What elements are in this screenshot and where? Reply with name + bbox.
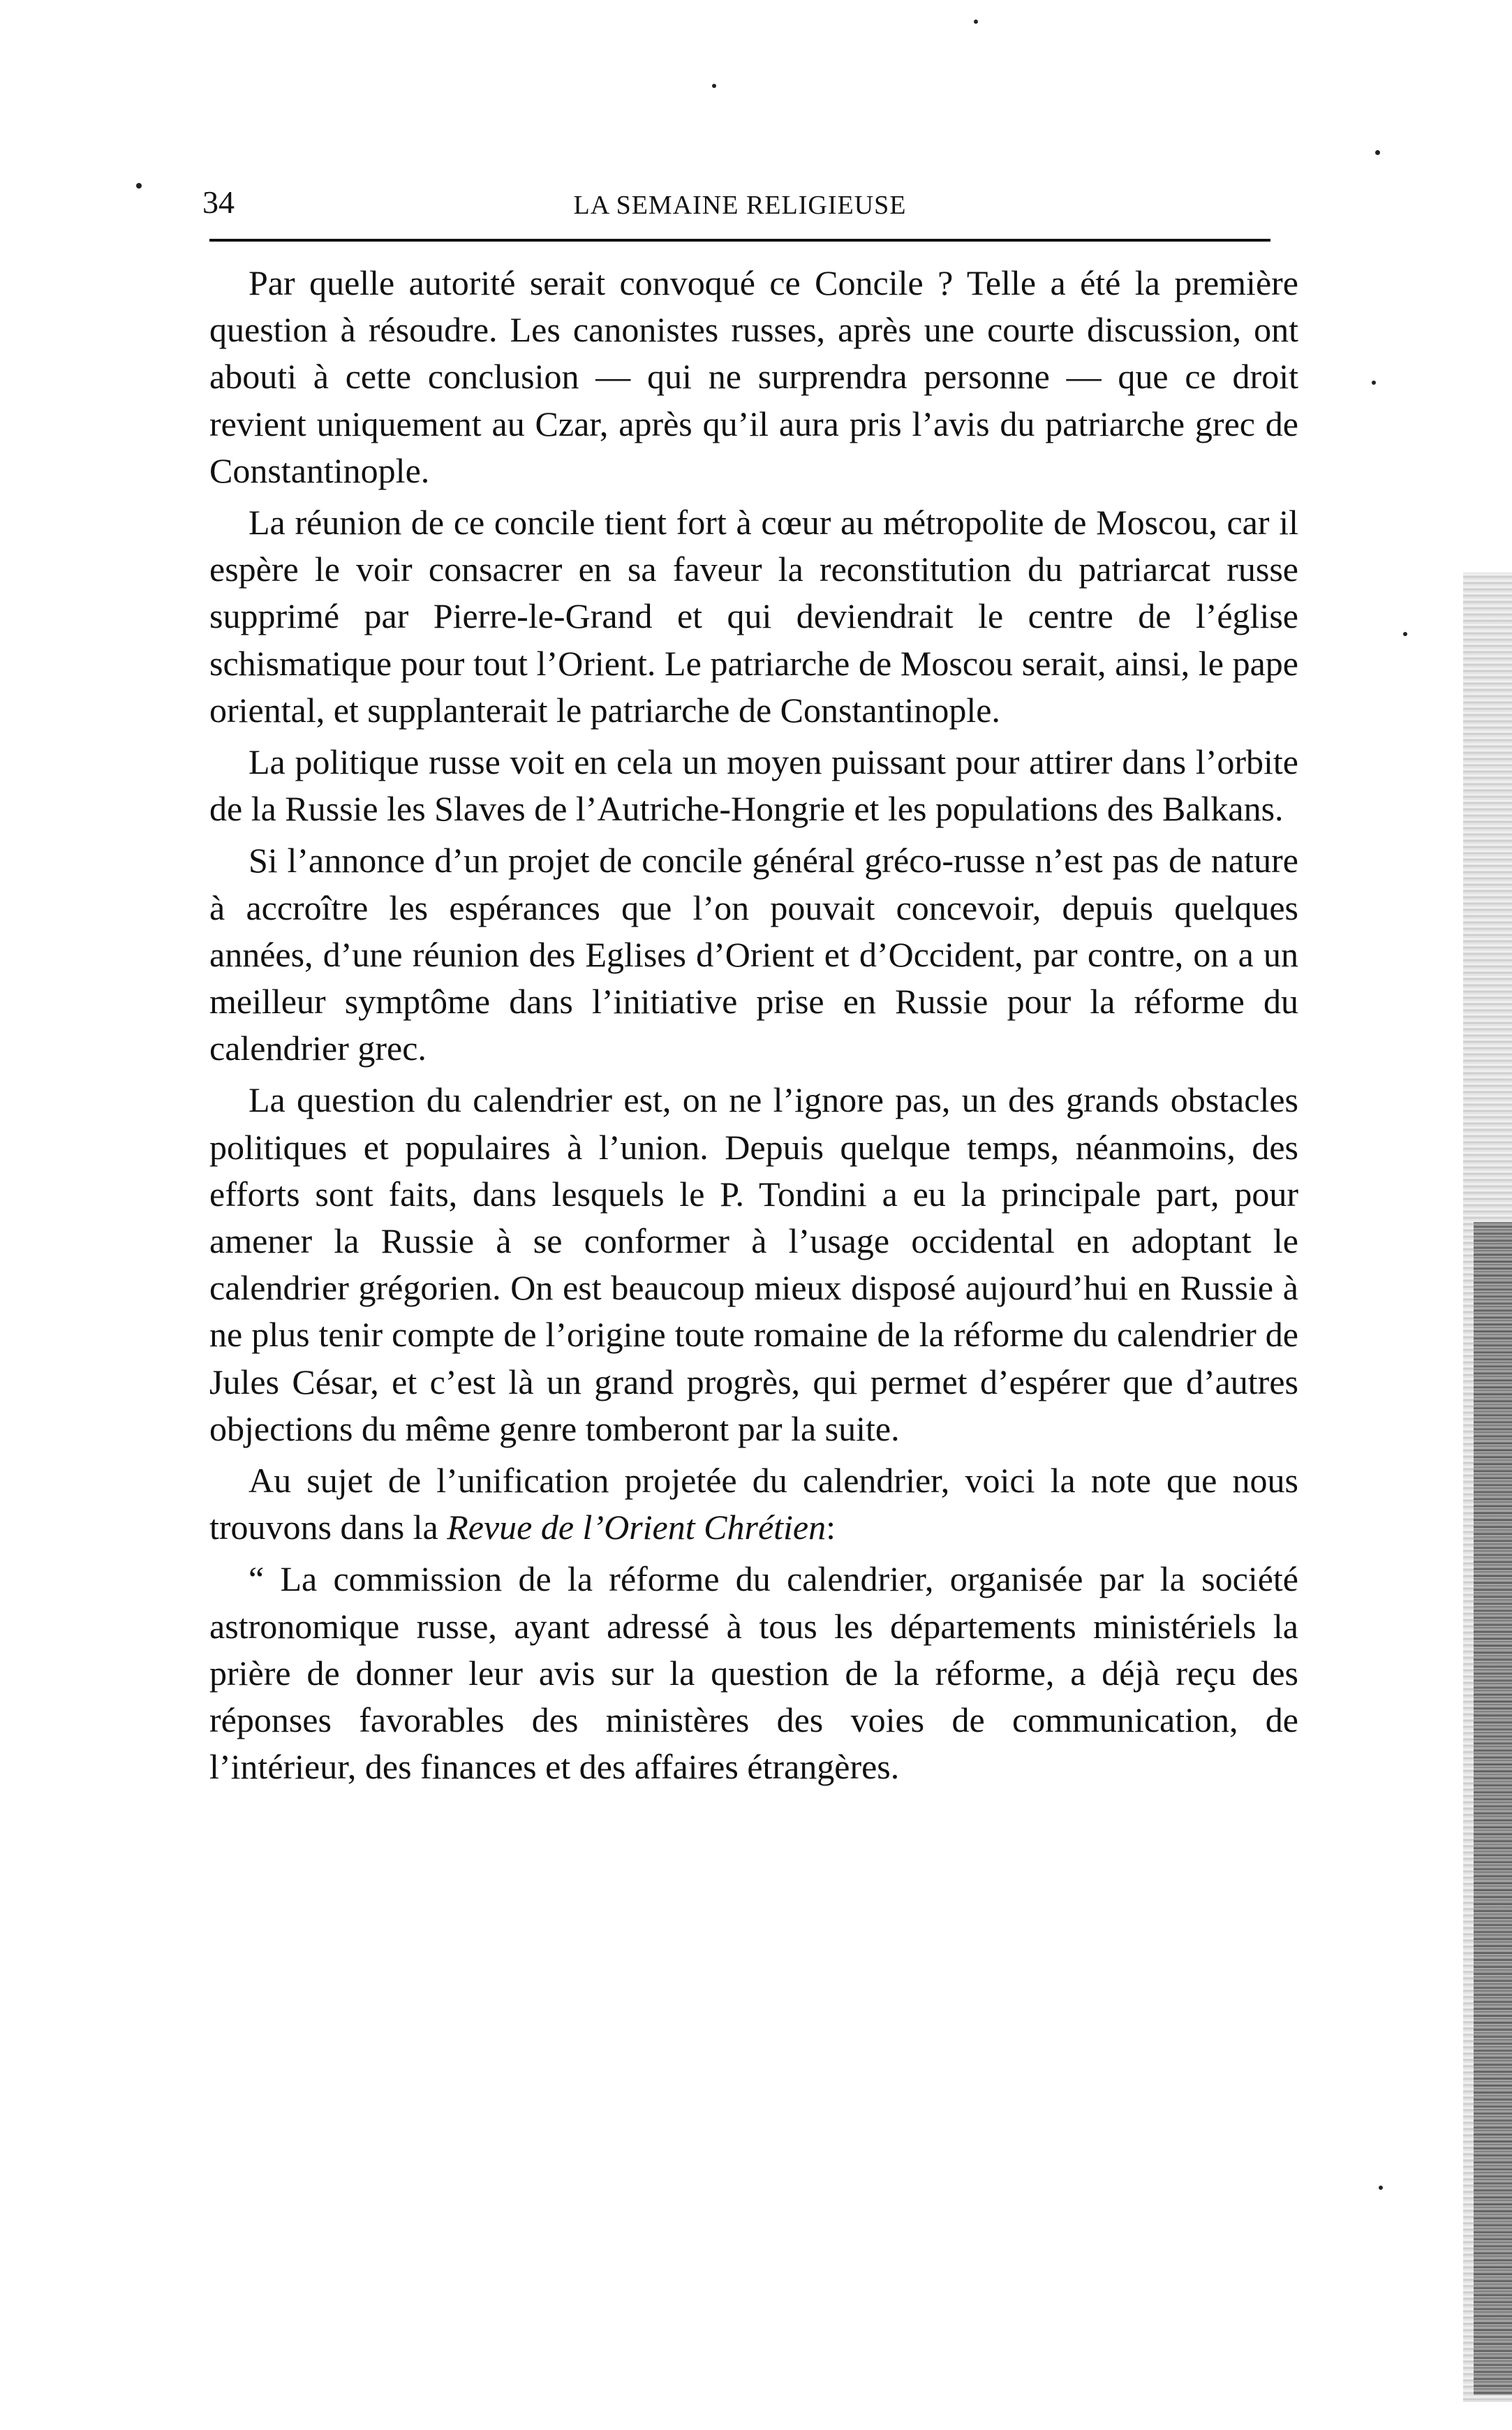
scan-speck	[1379, 2186, 1383, 2190]
paragraph-4: Si l’annonce d’un projet de concile général gréco-russe n’est pas de nature à accroître les espérances que l’on pouvait concevoir, depuis quelques années, d’une réunion des Eglises d’Orient et d’Occident, par contre, on a un meilleur symptôme dans l’initiative prise en Russie pour la réforme du calendrier grec.	[209, 841, 1298, 1068]
paragraph-6	[209, 1457, 1298, 1551]
paragraph-7-quotation: “ La commission de la réforme du calendrier, organisée par la société astronomique russe, ayant adressé à tous les départements ministériels la prière de donner leur avis sur la question de la réforme, a déjà reçu des réponses favorables des ministères des voies de communication, de l’intérieur, des finances et des affaires étrangères.	[209, 1559, 1298, 1787]
header-rule	[209, 239, 1270, 242]
paragraph-1: Par quelle autorité serait convoqué ce Concile ? Telle a été la première question à résoudre. Les canonistes russes, après une courte discussion, ont abouti à cette conclusion — qui ne surprendra personne — que ce droit revient uniquement au Czar, après qu’il aura pris l’avis du patriarche grec de Constantinople.	[209, 263, 1298, 490]
running-title: LA SEMAINE RELIGIEUSE	[573, 191, 907, 220]
paragraph-6-colon: :	[826, 1508, 836, 1547]
page-header	[202, 178, 1277, 227]
scan-speck	[136, 183, 142, 189]
scan-speck	[1375, 150, 1380, 155]
page-number: 34	[202, 184, 235, 220]
scan-speck	[712, 84, 716, 88]
paragraph-5: La question du calendrier est, on ne l’ignore pas, un des grands obstacles politiques et populaires à l’union. Depuis quelque temps, néanmoins, des efforts sont faits, dans lesquels le P. Tondini a eu la principale part, pour amener la Russie à se conformer à l’usage occidental en adoptant le calendrier grégorien. On est beaucoup mieux disposé aujourd’hui en Russie à ne plus tenir compte de l’origine toute romaine de la réforme du calendrier de Jules César, et c’est là un grand progrès, qui permet d’espérer que d’autres objections du même genre tomberont par la suite.	[209, 1080, 1298, 1448]
scan-speck	[974, 20, 978, 24]
scan-edge-binding	[1474, 1222, 1512, 2395]
journal-title: Revue de l’Orient Chrétien	[447, 1508, 827, 1547]
paragraph-6-text: Au sujet de l’unification projetée du calendrier, voici la note que nous trouvons dans la	[209, 1461, 1298, 1547]
paragraph-3: La politique russe voit en cela un moyen puissant pour attirer dans l’orbite de la Russie les Slaves de l’Autriche-Hongrie et les populations des Balkans.	[209, 742, 1298, 829]
body-text	[209, 260, 1298, 1791]
scan-speck	[1372, 381, 1376, 385]
scan-speck	[1403, 632, 1407, 636]
paragraph-2: La réunion de ce concile tient fort à cœur au métropolite de Moscou, car il espère le voir consacrer en sa faveur la reconstitution du patriarcat russe supprimé par Pierre-le-Grand et qui deviendrait le centre de l’église schismatique pour tout l’Orient. Le patriarche de Moscou serait, ainsi, le pape oriental, et supplanterait le patriarche de Constantinople.	[209, 503, 1298, 730]
